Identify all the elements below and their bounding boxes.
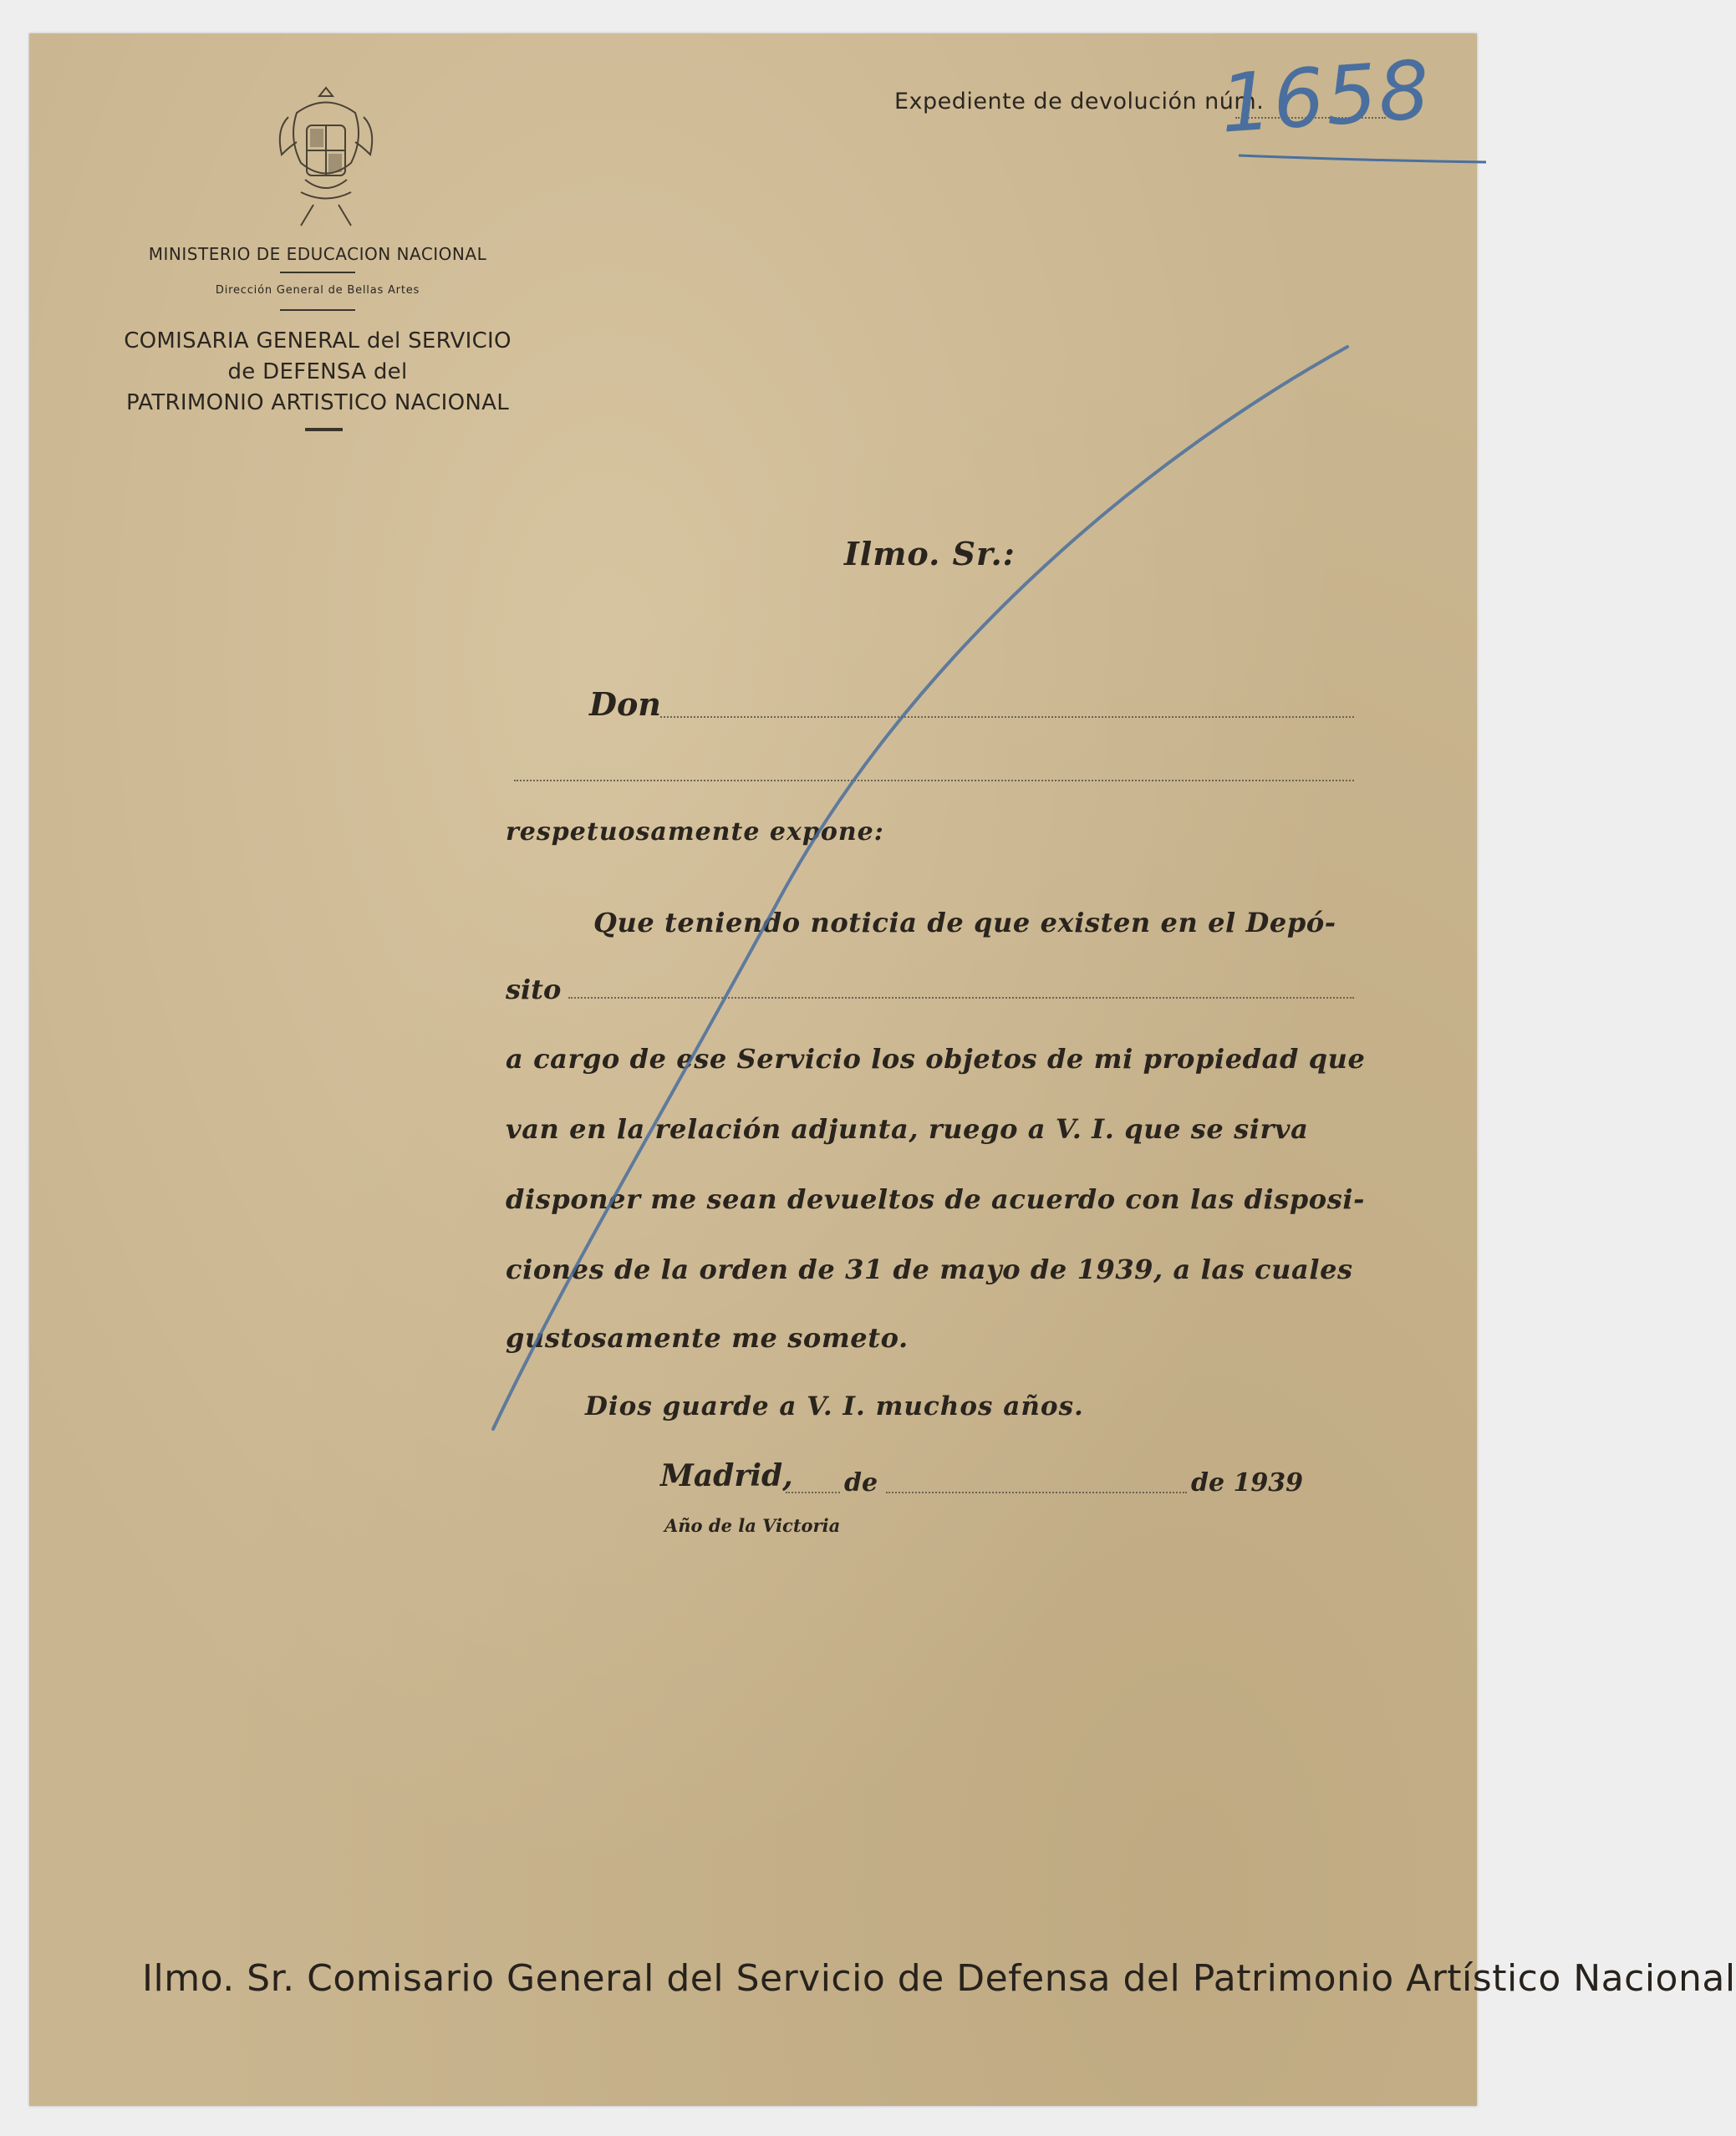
coat-of-arms-emblem [272,79,380,234]
name-dotted-line [514,780,1354,781]
closing-formula: Dios guarde a V. I. muchos años. [585,1391,1084,1421]
paragraph-line [506,1043,1366,1075]
divider [280,309,355,311]
addressee-footer: Ilmo. Sr. Comisario General del Servicio de Defensa del Patrimonio Artístico Nacional [142,1957,1736,2000]
salutation: Ilmo. Sr.: [844,535,1016,572]
ministry-name: MINISTERIO DE EDUCACION NACIONAL [148,244,487,264]
commissary-line: de DEFENSA del [227,359,408,384]
divider [305,428,343,431]
paragraph-text: ciones de la orden de 31 de mayo de 1939, a las cuales [506,1254,1353,1285]
paragraph-line [506,1254,1353,1285]
commissary-line: COMISARIA GENERAL del SERVICIO [124,328,512,353]
year-motto: Año de la Victoria [664,1515,841,1536]
month-dotted-line [886,1492,1187,1493]
file-number-underline [1237,150,1488,167]
place-name: Madrid, [660,1458,793,1493]
paragraph-line [506,1183,1365,1215]
paragraph-line [593,907,1350,938]
paragraph-line: sito [506,974,562,1005]
paragraph-text: disponer me sean devueltos de acuerdo con las disposi- [506,1183,1365,1215]
direction-name: Dirección General de Bellas Artes [215,284,420,297]
date-de: de [844,1468,878,1498]
paragraph-line [506,1113,1350,1145]
expone-heading: respetuosamente expone: [506,817,884,847]
divider [280,272,355,273]
don-label: Don [589,685,661,723]
paragraph-text: a cargo de ese Servicio los objetos de mi propiedad que [506,1043,1366,1075]
deposit-dotted-line [568,997,1354,999]
commissary-line: PATRIMONIO ARTISTICO NACIONAL [125,390,510,415]
file-number-label: Expediente de devolución núm. [894,89,1265,114]
day-dotted-line [786,1492,840,1493]
paragraph-text: Que teniendo noticia de que existen en el Depó- [593,907,1336,938]
date-year: de 1939 [1191,1468,1304,1498]
paragraph-text: van en la relación adjunta, ruego a V. I. que se sirva [506,1113,1309,1145]
commissary-name [100,326,535,419]
paragraph-line: gustosamente me someto. [506,1322,909,1354]
name-dotted-line [660,716,1354,718]
file-number-handwritten: 1658 [1217,43,1434,151]
